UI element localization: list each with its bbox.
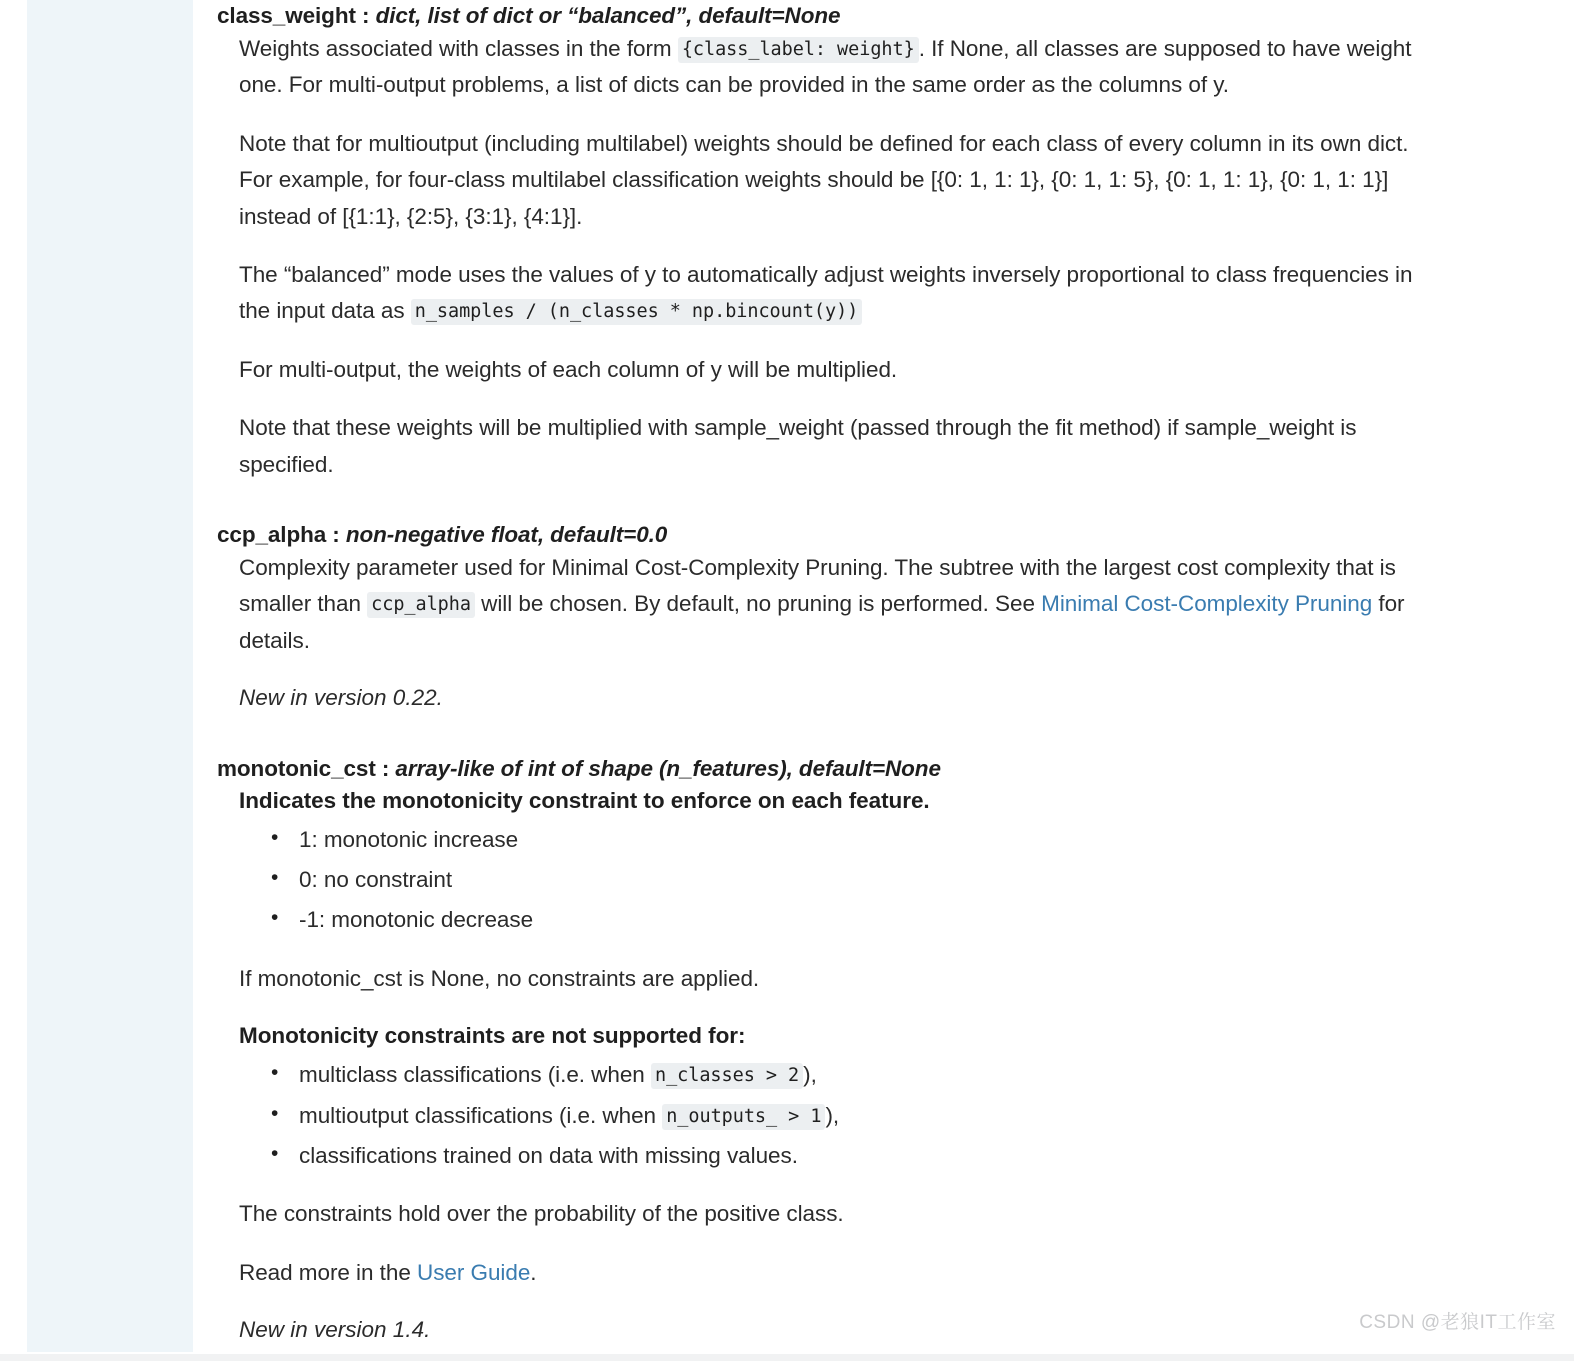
text-fragment: classifications trained on data with missing values. xyxy=(299,1142,798,1168)
text-fragment: will be chosen. By default, no pruning is performed. See xyxy=(474,591,1042,617)
heading-not-supported-for: Monotonicity constraints are not supported for: xyxy=(239,1023,746,1049)
param-block-ccp-alpha xyxy=(217,519,1564,715)
param-type: array-like of int of shape (n_features), default=None xyxy=(395,756,941,782)
text-fragment: multioutput classifications (i.e. when xyxy=(299,1102,663,1128)
param-definition-class-weight xyxy=(239,31,1564,483)
version-added-0-22: New in version 0.22. xyxy=(239,685,443,711)
text-fragment: ), xyxy=(803,1062,817,1088)
text-fragment: ), xyxy=(825,1102,840,1128)
link-user-guide[interactable]: User Guide xyxy=(417,1259,531,1285)
paragraph-multioutput-note: Note that for multioutput (including multilabel) weights should be defined for each class of every column in its own dict. For example, for four-class multilabel classification weights should be [{0: 1, 1: 1}, {0: 1, 1: 5}, {0: 1, 1: 1}, {0: 1, 1: 1}] instead of [{1:1}, {2:5}, {3:1}, {4:1}]. xyxy=(239,130,1409,229)
param-type: dict, list of dict or “balanced”, default=None xyxy=(375,3,841,28)
list-monotonicity-values xyxy=(239,822,1564,939)
paragraph-monotonic-cst-none: If monotonic_cst is None, no constraints are applied. xyxy=(239,965,760,991)
code-ccp-alpha: ccp_alpha xyxy=(367,592,475,618)
param-block-monotonic-cst xyxy=(217,753,1564,1347)
code-n-classes-gt-2: n_classes > 2 xyxy=(651,1063,803,1089)
paragraph-constraints-hold: The constraints hold over the probability of the positive class. xyxy=(239,1201,844,1227)
heading-monotonicity-constraint: Indicates the monotonicity constraint to enforce on each feature. xyxy=(239,787,930,813)
paragraph-sample-weight-note: Note that these weights will be multiplied with sample_weight (passed through the fit method) if sample_weight is specified. xyxy=(239,415,1357,477)
param-term-class-weight xyxy=(217,0,1564,31)
param-type: non-negative float, default=0.0 xyxy=(345,522,668,548)
list-item: • -1: monotonic decrease xyxy=(299,902,1564,938)
link-minimal-cost-complexity-pruning[interactable]: Minimal Cost-Complexity Pruning xyxy=(1041,591,1373,617)
text-fragment: . If None, all classes are supposed to have weight one. For multi-output problems, a list of dicts can be provided in the same order as the columns of y. xyxy=(239,35,1412,98)
paragraph-ccp-alpha-description xyxy=(239,550,1419,659)
paragraph-balanced-mode xyxy=(239,257,1419,330)
text-fragment: Read more in the xyxy=(239,1259,417,1285)
page-bottom-strip xyxy=(0,1354,1574,1361)
paragraph-read-more xyxy=(239,1255,1419,1291)
list-unsupported-cases xyxy=(239,1057,1564,1174)
param-definition-ccp-alpha xyxy=(239,550,1564,715)
text-fragment: for details. xyxy=(239,591,1405,653)
param-definition-monotonic-cst xyxy=(239,784,1564,1347)
list-item xyxy=(299,1138,1564,1174)
documentation-content xyxy=(193,0,1574,1352)
paragraph-multi-output-multiplied: For multi-output, the weights of each column of y will be multiplied. xyxy=(239,356,898,382)
param-term-monotonic-cst xyxy=(217,753,1564,784)
version-added-1-4: New in version 1.4. xyxy=(239,1317,431,1343)
text-fragment: Weights associated with classes in the form xyxy=(239,35,678,61)
csdn-watermark: CSDN @老狼IT工作室 xyxy=(1359,1312,1556,1333)
list-item xyxy=(299,1098,1564,1134)
text-fragment: Complexity parameter used for Minimal Cost-Complexity Pruning. The subtree with the largest cost complexity that is smaller than xyxy=(239,554,1396,617)
param-name: ccp_alpha : xyxy=(217,522,346,548)
param-block-class-weight xyxy=(217,0,1564,483)
list-item xyxy=(299,1057,1564,1093)
code-balanced-formula: n_samples / (n_classes * np.bincount(y)) xyxy=(411,299,863,325)
list-item: • 1: monotonic increase xyxy=(299,822,1564,858)
param-name: class_weight : xyxy=(217,3,376,28)
code-class-label-weight: {class_label: weight} xyxy=(678,37,919,63)
text-fragment: . xyxy=(530,1259,537,1285)
text-fragment: The “balanced” mode uses the values of y to automatically adjust weights inversely proportional to class frequencies in the input data as xyxy=(239,261,1413,324)
param-name: monotonic_cst : xyxy=(217,756,396,782)
list-item: • 0: no constraint xyxy=(299,862,1564,898)
paragraph-weights-form xyxy=(239,31,1419,104)
text-fragment: multiclass classifications (i.e. when xyxy=(299,1062,651,1088)
param-term-ccp-alpha xyxy=(217,519,1564,550)
parameter-list-rail xyxy=(27,0,193,1352)
code-n-outputs-gt-1: n_outputs_ > 1 xyxy=(662,1104,825,1130)
